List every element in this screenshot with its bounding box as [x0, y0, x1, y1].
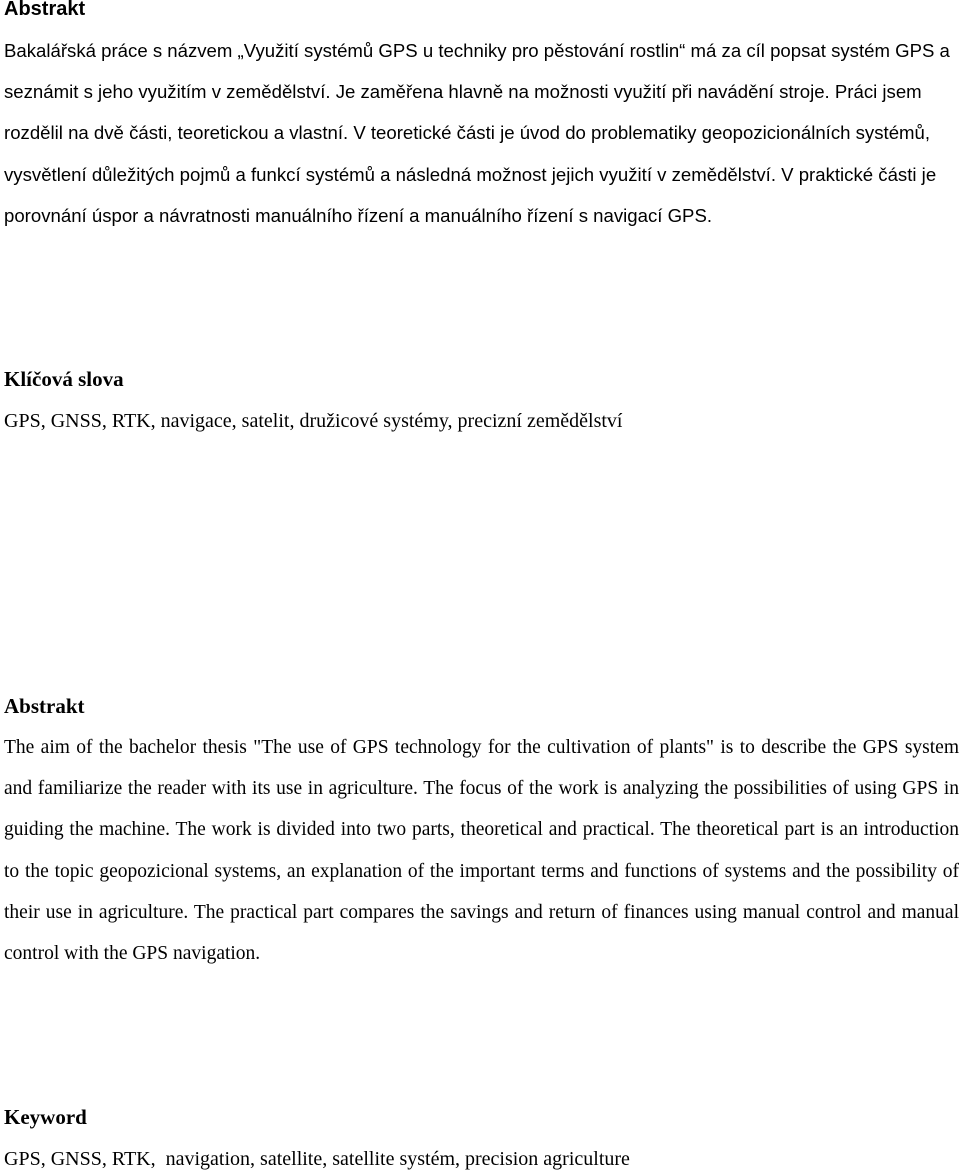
- abstract-en-heading: Abstrakt: [4, 694, 85, 718]
- abstract-en-text: The aim of the bachelor thesis "The use of GPS technology for the cultivation of plants" is to describe the GPS system and familiarize the reader with its use in agriculture. The focus of the work is analyzing the possibilities of using GPS in guiding the machine. The work is divided into two parts, theoretical and practical. The theoretical part is an introduction to the topic geopozicional systems, an explanation of the important terms and functions of systems and the possibility of their use in agriculture. The practical part compares the savings and return of finances using manual control and manual control with the GPS navigation.: [4, 737, 959, 965]
- abstract-cz-heading: Abstrakt: [4, 0, 86, 20]
- abstract-cz-text: Bakalářská práce s názvem „Využití systémů GPS u techniky pro pěstování rostlin“ má za cíl popsat systém GPS a seznámit s jeho využitím v zemědělství. Je zaměřena hlavně na možnosti využití při navádění stroje. Práci jsem rozdělil na dvě části, teoretickou a vlastní. V teoretické části je úvod do problematiky geopozicionálních systémů, vysvětlení důležitých pojmů a funkcí systémů a následná možnost jejich využití v zemědělství. V praktické části je porovnání úspor a návratnosti manuálního řízení a manuálního řízení s navigací GPS.: [4, 40, 950, 226]
- keywords-cz-heading: Klíčová slova: [4, 367, 124, 391]
- keywords-cz-text: GPS, GNSS, RTK, navigace, satelit, družicové systémy, precizní zemědělství: [4, 410, 623, 432]
- keywords-en-text: GPS, GNSS, RTK, navigation, satellite, satellite systém, precision agriculture: [4, 1148, 630, 1170]
- keywords-en-heading: Keyword: [4, 1105, 87, 1129]
